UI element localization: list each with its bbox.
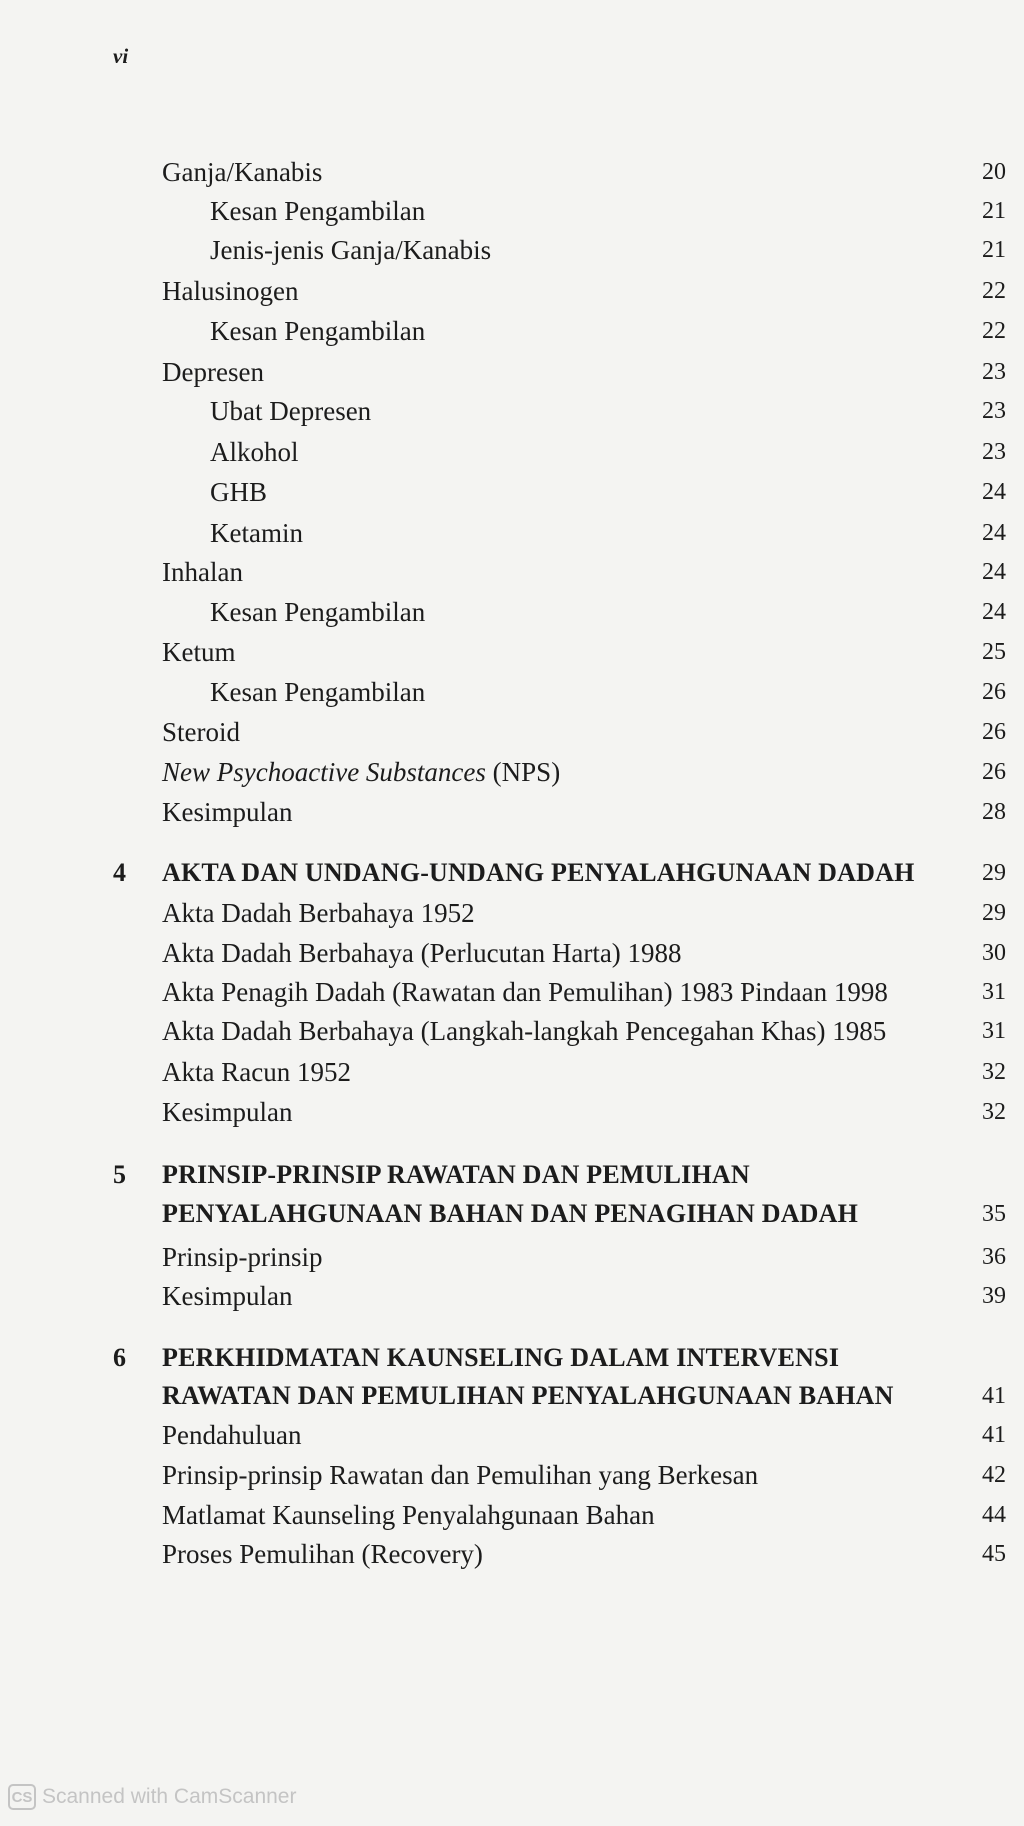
toc-entry-page: 22: [982, 278, 1006, 304]
toc-chapter: [0, 1338, 1024, 1378]
toc-entry-page: 26: [982, 719, 1006, 745]
toc-entry-page: 32: [982, 1059, 1006, 1085]
page-number: vi: [113, 44, 129, 68]
toc-entry: [0, 752, 1024, 792]
toc-entry: [0, 1092, 1024, 1132]
chapter-number: 4: [113, 858, 126, 887]
toc-entry-title-italic: New Psychoactive Substances: [162, 757, 486, 787]
toc-entry-page: 29: [982, 900, 1006, 926]
toc-entry-page: 31: [982, 979, 1006, 1005]
toc-entry: [0, 792, 1024, 832]
toc-entry: [0, 152, 1024, 192]
toc-entry-page: 23: [982, 398, 1006, 424]
toc-entry-title: Akta Dadah Berbahaya 1952: [162, 898, 475, 928]
watermark-text: Scanned with CamScanner: [42, 1785, 297, 1808]
toc-entry: [0, 933, 1024, 973]
toc-entry-page: 32: [982, 1099, 1006, 1125]
toc-entry-page: 41: [982, 1422, 1006, 1448]
toc-entry-title: Akta Racun 1952: [162, 1057, 351, 1087]
toc-entry-title: Prinsip-prinsip Rawatan dan Pemulihan yang Berkesan: [162, 1460, 759, 1490]
toc-entry: [0, 1237, 1024, 1277]
chapter-title: PRINSIP-PRINSIP RAWATAN DAN PEMULIHAN: [162, 1160, 750, 1189]
toc-entry-page: 35: [982, 1201, 1006, 1227]
toc-entry: [0, 1052, 1024, 1092]
toc-subentry: [0, 311, 1024, 351]
toc-entry-page: 36: [982, 1244, 1006, 1270]
toc-entry-title: Kesan Pengambilan: [210, 597, 426, 627]
toc-entry-page: 31: [982, 1018, 1006, 1044]
toc-entry-title: Inhalan: [162, 557, 243, 587]
toc-entry-title: Kesan Pengambilan: [210, 196, 426, 226]
toc-entry-title: Prinsip-prinsip: [162, 1242, 323, 1272]
toc-entry-page: 25: [982, 639, 1006, 665]
toc-entry: [0, 1276, 1024, 1316]
toc-entry-page: 28: [982, 799, 1006, 825]
toc-entry-page: 26: [982, 759, 1006, 785]
toc-entry-page: 21: [982, 198, 1006, 224]
toc-entry: [0, 972, 1024, 1012]
chapter-title: PENYALAHGUNAAN BAHAN DAN PENAGIHAN DADAH: [162, 1199, 859, 1228]
toc-entry-page: 24: [982, 559, 1006, 585]
toc-entry-title: Kesan Pengambilan: [210, 677, 426, 707]
chapter-number: 5: [113, 1160, 126, 1189]
toc-entry-page: 39: [982, 1283, 1006, 1309]
toc-entry: [0, 893, 1024, 933]
toc-entry-title-rest: (NPS): [485, 757, 561, 787]
toc-entry-page: 30: [982, 940, 1006, 966]
toc-entry-title: Ganja/Kanabis: [162, 157, 323, 187]
toc-entry-title: Ketamin: [210, 518, 303, 548]
toc-entry: [0, 632, 1024, 672]
toc-entry-page: 44: [982, 1502, 1006, 1528]
toc-entry: [0, 712, 1024, 752]
toc-entry-page: 29: [982, 860, 1006, 886]
toc-subentry: [0, 472, 1024, 512]
toc-entry-title: Matlamat Kaunseling Penyalahgunaan Bahan: [162, 1500, 655, 1530]
toc-entry: [0, 271, 1024, 311]
toc-subentry: [0, 230, 1024, 270]
toc-entry: [0, 1455, 1024, 1495]
toc-entry-title: Pendahuluan: [162, 1420, 302, 1450]
toc-entry: [0, 1415, 1024, 1455]
toc-entry-title: GHB: [210, 477, 268, 507]
toc-entry-title: Alkohol: [210, 437, 299, 467]
toc-entry-title: Kesimpulan: [162, 1097, 293, 1127]
toc-entry-title: Akta Penagih Dadah (Rawatan dan Pemulihan) 1983 Pindaan 1998: [162, 977, 888, 1007]
toc-entry-title: Jenis-jenis Ganja/Kanabis: [210, 235, 492, 265]
chapter-title: RAWATAN DAN PEMULIHAN PENYALAHGUNAAN BAHAN: [162, 1381, 894, 1410]
toc-chapter: [0, 853, 1024, 893]
camscanner-logo-icon: CS: [8, 1784, 36, 1810]
toc-entry: [0, 1495, 1024, 1535]
toc-entry-title: Ubat Depresen: [210, 396, 372, 426]
toc-entry-page: 23: [982, 439, 1006, 465]
toc-subentry: [0, 513, 1024, 553]
toc-entry: [0, 352, 1024, 392]
toc-entry-page: 41: [982, 1383, 1006, 1409]
toc-entry-page: 21: [982, 237, 1006, 263]
toc-entry-title: Depresen: [162, 357, 264, 387]
toc-entry-title: Kesimpulan: [162, 1281, 293, 1311]
chapter-title: AKTA DAN UNDANG-UNDANG PENYALAHGUNAAN DADAH: [162, 858, 915, 887]
toc-entry-page: 23: [982, 359, 1006, 385]
toc-entry-page: 24: [982, 479, 1006, 505]
toc-entry-title: Kesimpulan: [162, 797, 293, 827]
toc-entry-page: 45: [982, 1541, 1006, 1567]
toc-entry-title: Halusinogen: [162, 276, 299, 306]
toc-entry-page: 20: [982, 159, 1006, 185]
toc-subentry: [0, 592, 1024, 632]
chapter-title: PERKHIDMATAN KAUNSELING DALAM INTERVENSI: [162, 1343, 840, 1372]
toc-entry-page: 26: [982, 679, 1006, 705]
toc-entry-title: Akta Dadah Berbahaya (Perlucutan Harta) 1988: [162, 938, 682, 968]
toc-entry-page: 22: [982, 318, 1006, 344]
toc-chapter-cont: [0, 1376, 1024, 1416]
toc-entry-title: [162, 752, 560, 792]
toc-subentry: [0, 391, 1024, 431]
toc-entry-page: 24: [982, 599, 1006, 625]
toc-entry-title: Kesan Pengambilan: [210, 316, 426, 346]
toc-entry-page: 24: [982, 520, 1006, 546]
toc-entry: [0, 1011, 1024, 1051]
toc-chapter: [0, 1155, 1024, 1195]
toc-chapter-cont: [0, 1194, 1024, 1234]
toc-entry-title: Ketum: [162, 637, 236, 667]
chapter-number: 6: [113, 1343, 126, 1372]
toc-entry-title: Akta Dadah Berbahaya (Langkah-langkah Pencegahan Khas) 1985: [162, 1016, 887, 1046]
toc-entry: [0, 552, 1024, 592]
toc-entry-title: Steroid: [162, 717, 240, 747]
toc-subentry: [0, 191, 1024, 231]
toc-entry: [0, 1534, 1024, 1574]
toc-subentry: [0, 432, 1024, 472]
toc-subentry: [0, 672, 1024, 712]
toc-entry-page: 42: [982, 1462, 1006, 1488]
scanner-watermark: [8, 1784, 296, 1810]
toc-entry-title: Proses Pemulihan (Recovery): [162, 1539, 483, 1569]
